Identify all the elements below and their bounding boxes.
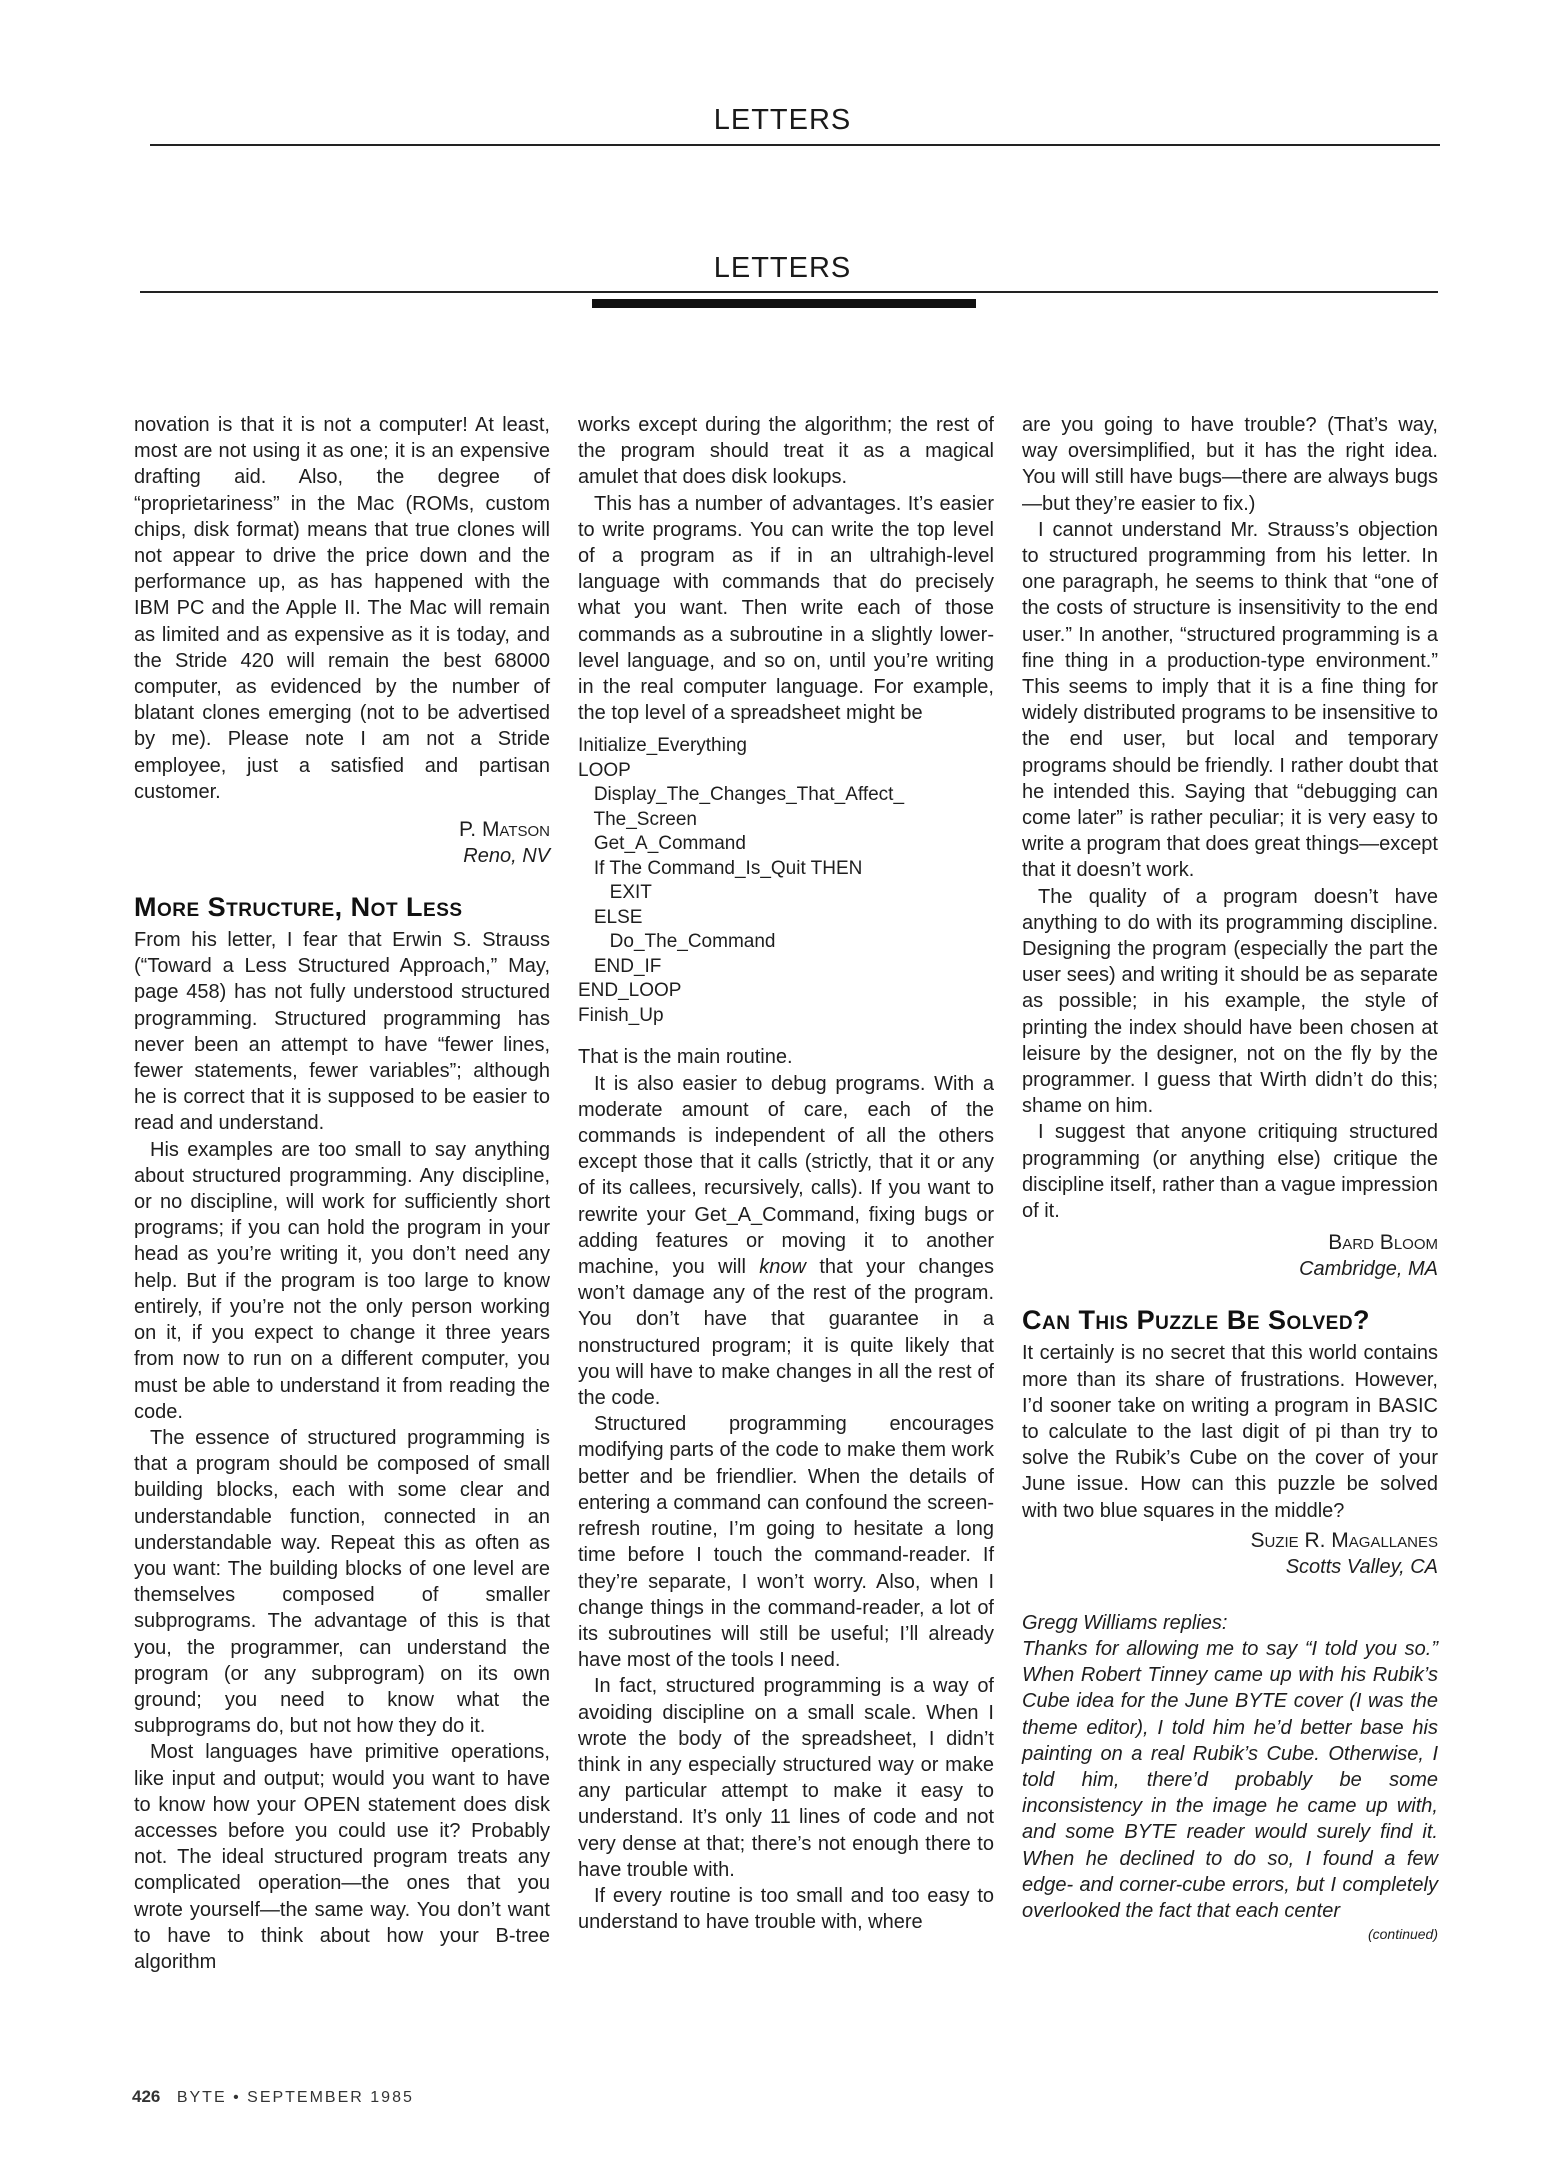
paragraph: are you going to have trouble? (That’s way, way oversimplified, but it has the right idea. You will still have bugs—there are always bugs—but they’re easier to fix.) [1022, 414, 1438, 515]
letter-title: More Structure, Not Less [134, 892, 463, 923]
section-title: LETTERS [713, 252, 852, 284]
paragraph: The quality of a program doesn’t have anything to do with its programming discipline. Designing the program (especially the part the user sees) and writing it should be as separate as possible; in his example, the style of printing the index should have been chosen at leisure by the designer, not on the fly by the programmer. I guess that Wirth didn’t do this; shame on him. [1022, 885, 1438, 1118]
code-line: Do_The_Command [578, 931, 776, 953]
paragraph: It certainly is no secret that this world contains more than its share of frustrations. However, I’d sooner take on writing a program in BASIC to calculate to the last digit of pi than try to solve the Rubik’s Cube on the cover of your June issue. How can this puzzle be solved with two blue squares in the middle? [1022, 1342, 1438, 1522]
top-header-rule [150, 144, 1440, 146]
code-line: The_Screen [578, 808, 698, 830]
code-line: ELSE [578, 906, 643, 928]
paragraph: If every routine is too small and too easy to understand to have trouble with, where [578, 1884, 994, 1934]
section-title-rule [140, 291, 1438, 293]
reply-text: Thanks for allowing me to say “I told you so.” When Robert Tinney came up with his Rubik’s Cube idea for the June BYTE cover (I was the theme editor), I told him he’d better base his painting on a real Rubik’s Cube. Otherwise, I told him, there’d probably be some inconsistency in the image he came up with, and some BYTE reader would surely find it. When he declined to do so, I found a few edge- and corner-cube errors, but I completely overlooked the fact that each center [1022, 1637, 1438, 1922]
paragraph [578, 1071, 994, 1412]
paragraph: Structured programming encourages modifying parts of the code to make them work better and be friendlier. When the details of entering a command can confound the screen-refresh routine, I’m going to hesitate a long time before I touch the command-reader. If they’re separate, I won’t worry. Also, when I change things in the command-reader, a lot of its subroutines will still be useful; I’ll already have most of the tools I need. [578, 1413, 994, 1672]
paragraph: His examples are too small to say anything about structured programming. Any discipline, or no discipline, will work for sufficiently short programs; if you can hold the program in your head as you’re writing it, you don’t need any help. But if the program is too large to know entirely, if you’re not the only person working on it, if you expect to change it three years from now to run on a different computer, you must be able to understand it from reading the code. [134, 1138, 550, 1423]
continued-marker: (continued) [1367, 1926, 1438, 1943]
paragraph-text: that your changes won’t damage any of the rest of the program. You don’t have that guarantee in a nonstructured program; it is quite likely that you will have to make changes in all the rest of the code. [578, 1256, 994, 1410]
emphasis-text: know [759, 1256, 806, 1279]
code-line: EXIT [578, 882, 652, 904]
paragraph: This has a number of advantages. It’s easier to write programs. You can write the top level of a program as if in an ultrahigh-level language with commands that do precisely what you want. Then write each of those commands as a subroutine in a slightly lower-level language, and so on, until you’re writing in the real computer language. For example, the top level of a spreadsheet might be [578, 492, 994, 725]
paragraph: The essence of structured programming is that a program should be composed of small building blocks, each with some clear and understandable function, connected in an understandable way. Repeat this as often as you want: The building blocks of one level are themselves composed of smaller subprograms. The advantage of this is that you, the programmer, can understand the program (or any subprogram) on its own ground; you need to know what the subprograms do, but not how they do it. [134, 1426, 550, 1738]
code-line: END_LOOP [578, 980, 682, 1002]
letter-signature: P. Matson [458, 818, 550, 842]
footer-separator: • [233, 2089, 241, 2106]
magazine-name: BYTE [176, 2089, 227, 2106]
section-title-bar [592, 299, 976, 308]
paragraph: Most languages have primitive operations, like input and output; would you want to have to know how your OPEN statement does disk accesses before you could use it? Probably not. The ideal structured program treats any complicated operation—the ones that you wrote yourself—the same way. You don’t want to have to think about how your B-tree algorithm [134, 1741, 550, 1973]
code-line: Get_A_Command [578, 833, 746, 855]
letter-location: Cambridge, MA [1299, 1258, 1438, 1281]
paragraph: I cannot understand Mr. Strauss’s objection to structured programming from his letter. In one paragraph, he seems to think that “one of the costs of structure is insensitivity to the end user.” In another, “structured programming is a fine thing in a production-type environment.” This seems to imply that it is a fine thing for widely distributed programs to be insensitive to the end user, but local and temporary programs should be friendly. I rather doubt that he intended this. Saying that “debugging can come later” is rather peculiar; it is very easy to write a program that does great things—except that it doesn’t work. [1022, 518, 1438, 882]
paragraph: That is the main routine. [578, 1046, 793, 1069]
code-line: END_IF [578, 955, 662, 977]
paragraph: novation is that it is not a computer! At least, most are not using it as one; it is an expensive drafting aid. Also, the degree of “proprietariness” in the Mac (ROMs, custom chips, disk format) means that true clones will not appear to drive the price down and the performance up, as has happened with the IBM PC and the Apple II. The Mac will remain as limited and as expensive as it is today, and the Stride 420 will remain the best 68000 computer, as evidenced by the number of blatant clones emerging (not to be advertised by me). Please note I am not a Stride employee, just a satisfied and partisan customer. [134, 414, 550, 803]
code-line: Finish_Up [578, 1004, 664, 1026]
code-line: Display_The_Changes_That_Affect_ [578, 784, 905, 806]
letter-signature: Bard Bloom [1328, 1231, 1438, 1255]
page-number: 426 [132, 2087, 161, 2106]
code-listing [578, 734, 994, 1028]
column-2 [578, 412, 994, 1935]
letter-signature: Suzie R. Magallanes [1250, 1528, 1438, 1552]
code-line: If The Command_Is_Quit THEN [578, 857, 863, 879]
page-footer [132, 2087, 414, 2107]
paragraph: From his letter, I fear that Erwin S. Strauss (“Toward a Less Structured Approach,” May, page 458) has not fully understood structured programming. Structured programming has never been an attempt to have “fewer lines, fewer statements, fewer variables”; although he is correct that it is supposed to be easier to read and understand. [134, 929, 550, 1135]
letter-location: Reno, NV [463, 845, 550, 868]
code-line: LOOP [578, 759, 631, 781]
column-1 [134, 412, 550, 1975]
reply-intro: Gregg Williams replies: [1022, 1611, 1228, 1634]
paragraph: In fact, structured programming is a way of avoiding discipline on a small scale. When I wrote the body of the spreadsheet, I didn’t think in any especially structured way or make any particular attempt to make it easy to understand. It’s only 11 lines of code and not very dense at that; there’s not enough there to have trouble with. [578, 1675, 994, 1881]
code-line: Initialize_Everything [578, 735, 747, 757]
column-3 [1022, 412, 1438, 1944]
top-running-header: LETTERS [713, 104, 852, 136]
issue-date: SEPTEMBER 1985 [247, 2089, 414, 2106]
paragraph: works except during the algorithm; the rest of the program should treat it as a magical amulet that does disk lookups. [578, 414, 994, 489]
letter-title: Can This Puzzle Be Solved? [1022, 1305, 1371, 1336]
paragraph: I suggest that anyone critiquing structured programming (or anything else) critique the discipline itself, rather than a vague impression of it. [1022, 1121, 1438, 1223]
paragraph-text: It is also easier to debug programs. With a moderate amount of care, each of the commands is independent of all the others except those that it calls (strictly, that it or any of its callees, recursively, calls). If you want to rewrite your Get_A_Command, fixing bugs or adding features or moving it to another machine, you will [578, 1072, 994, 1279]
letter-location: Scotts Valley, CA [1285, 1555, 1438, 1578]
